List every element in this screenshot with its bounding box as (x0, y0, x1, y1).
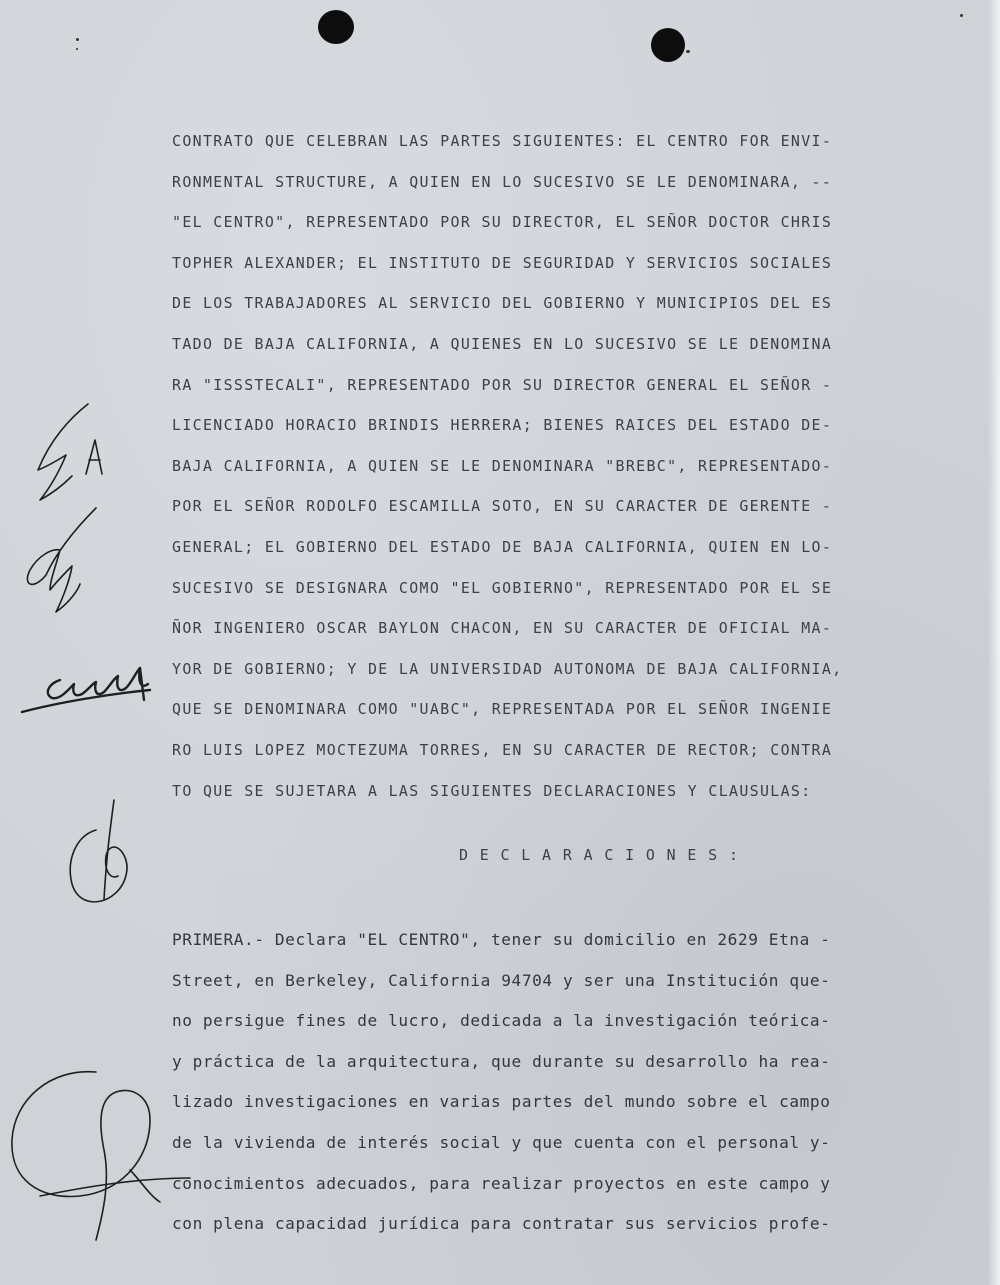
handwritten-signature-4 (70, 800, 127, 902)
intro-line: ÑOR INGENIERO OSCAR BAYLON CHACON, EN SU CARACTER DE OFICIAL MA- (172, 619, 833, 638)
intro-line: YOR DE GOBIERNO; Y DE LA UNIVERSIDAD AUTONOMA DE BAJA CALIFORNIA, (172, 659, 843, 678)
intro-line: RONMENTAL STRUCTURE, A QUIEN EN LO SUCESIVO SE LE DENOMINARA, -- (172, 172, 833, 191)
section-heading: DECLARACIONES: (459, 846, 750, 864)
body-line: con plena capacidad jurídica para contratar sus servicios profe- (172, 1214, 831, 1234)
intro-line: BAJA CALIFORNIA, A QUIEN SE LE DENOMINARA "BREBC", REPRESENTADO- (172, 456, 833, 475)
intro-line: SUCESIVO SE DESIGNARA COMO "EL GOBIERNO", REPRESENTADO POR EL SE (172, 578, 833, 597)
handwritten-signature-5 (12, 1072, 190, 1240)
body-line: de la vivienda de interés social y que cuenta con el personal y- (172, 1132, 831, 1152)
intro-line: RA "ISSSTECALI", REPRESENTADO POR SU DIRECTOR GENERAL EL SEÑOR - (172, 375, 833, 394)
body-line: Street, en Berkeley, California 94704 y ser una Institución que- (172, 970, 831, 990)
intro-line: CONTRATO QUE CELEBRAN LAS PARTES SIGUIENTES: EL CENTRO FOR ENVI- (172, 132, 833, 150)
intro-line: "EL CENTRO", REPRESENTADO POR SU DIRECTOR, EL SEÑOR DOCTOR CHRIS (172, 213, 833, 232)
intro-line: TO QUE SE SUJETARA A LAS SIGUIENTES DECLARACIONES Y CLAUSULAS: (172, 781, 812, 800)
intro-line: QUE SE DENOMINARA COMO "UABC", REPRESENTADA POR EL SEÑOR INGENIE (172, 700, 833, 719)
intro-line: LICENCIADO HORACIO BRINDIS HERRERA; BIENES RAICES DEL ESTADO DE- (172, 416, 833, 435)
intro-line: RO LUIS LOPEZ MOCTEZUMA TORRES, EN SU CARACTER DE RECTOR; CONTRA (172, 740, 833, 759)
intro-line: DE LOS TRABAJADORES AL SERVICIO DEL GOBIERNO Y MUNICIPIOS DEL ES (172, 294, 833, 313)
intro-line: TADO DE BAJA CALIFORNIA, A QUIENES EN LO SUCESIVO SE LE DENOMINA (172, 334, 833, 353)
body-line: PRIMERA.- Declara "EL CENTRO", tener su domicilio en 2629 Etna - (172, 930, 831, 949)
body-line: conocimientos adecuados, para realizar proyectos en este campo y (172, 1173, 831, 1193)
handwritten-signature-3 (22, 668, 150, 712)
handwritten-initial-1 (38, 404, 102, 500)
intro-line: POR EL SEÑOR RODOLFO ESCAMILLA SOTO, EN SU CARACTER DE GERENTE - (172, 497, 833, 516)
body-line: no persigue fines de lucro, dedicada a la investigación teórica- (172, 1011, 831, 1031)
body-line: lizado investigaciones en varias partes del mundo sobre el campo (172, 1092, 831, 1112)
body-line: y práctica de la arquitectura, que durante su desarrollo ha rea- (172, 1051, 831, 1071)
intro-line: TOPHER ALEXANDER; EL INSTITUTO DE SEGURIDAD Y SERVICIOS SOCIALES (172, 253, 833, 272)
handwritten-initial-2 (27, 508, 96, 612)
intro-line: GENERAL; EL GOBIERNO DEL ESTADO DE BAJA CALIFORNIA, QUIEN EN LO- (172, 537, 833, 556)
